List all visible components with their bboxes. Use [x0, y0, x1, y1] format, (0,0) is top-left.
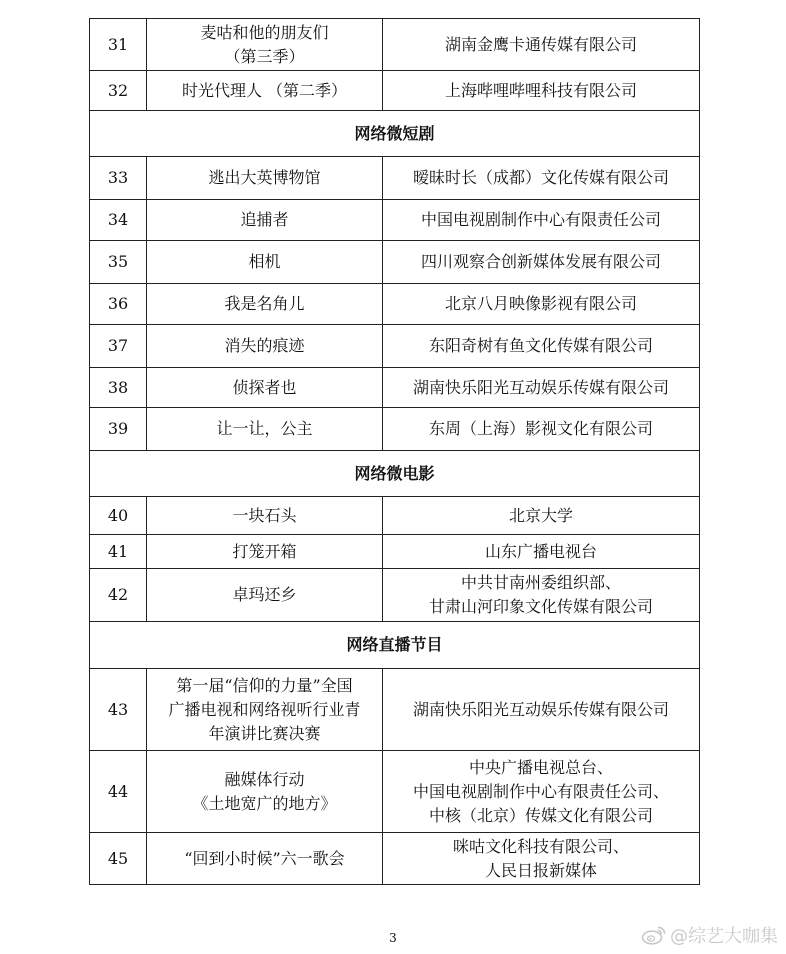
- organization-line: 湖南金鹰卡通传媒有限公司: [444, 34, 637, 54]
- table-row: [90, 368, 700, 408]
- program-title-line: 让一让，公主: [216, 419, 313, 438]
- program-title-line: 广播电视和网络视听行业青: [168, 699, 361, 719]
- program-title: [147, 241, 383, 284]
- organization: [383, 325, 700, 368]
- table-row: [90, 751, 700, 833]
- organization: [383, 535, 700, 569]
- program-title-line: 融媒体行动: [224, 769, 305, 789]
- organization: [383, 833, 700, 885]
- organization-line: 北京八月映像影视有限公司: [444, 294, 637, 313]
- row-number: 38: [90, 368, 147, 408]
- weibo-icon: [641, 925, 667, 945]
- program-title: [147, 325, 383, 368]
- program-title-line: 消失的痕迹: [224, 336, 305, 355]
- table-row: [90, 325, 700, 368]
- organization-line: 山东广播电视台: [484, 541, 597, 561]
- organization-line: 东周（上海）影视文化有限公司: [428, 419, 653, 438]
- table-row: [90, 833, 700, 885]
- section-row: [90, 111, 700, 157]
- program-title-line: 我是名角儿: [224, 294, 305, 313]
- section-heading: 网络微短剧: [90, 111, 700, 157]
- program-title: [147, 833, 383, 885]
- row-number: 36: [90, 284, 147, 325]
- row-number: 33: [90, 157, 147, 200]
- organization: [383, 241, 700, 284]
- section-row: [90, 622, 700, 669]
- program-title: [147, 535, 383, 569]
- organization-line: 湖南快乐阳光互动娱乐传媒有限公司: [412, 377, 669, 397]
- program-title: [147, 669, 383, 751]
- organization: [383, 157, 700, 200]
- organization: [383, 497, 700, 535]
- table-row: [90, 200, 700, 241]
- program-title-line: 相机: [248, 252, 281, 271]
- row-number: 31: [90, 19, 147, 71]
- row-number: 34: [90, 200, 147, 241]
- watermark-text: @综艺大咖集: [670, 926, 778, 947]
- program-title-line: 打笼开箱: [232, 541, 297, 561]
- organization-line: 咪咕文化科技有限公司、: [452, 836, 629, 856]
- row-number: 41: [90, 535, 147, 569]
- program-title-line: 年演讲比赛决赛: [208, 723, 321, 743]
- table-row: [90, 569, 700, 622]
- organization: [383, 200, 700, 241]
- page-number: 3: [389, 931, 397, 945]
- table-row: [90, 497, 700, 535]
- table-row: [90, 157, 700, 200]
- organization: [383, 19, 700, 71]
- program-title: [147, 751, 383, 833]
- row-number: 32: [90, 71, 147, 111]
- program-title: [147, 157, 383, 200]
- table-body: [90, 19, 700, 885]
- table-row: [90, 71, 700, 111]
- table-row: [90, 408, 700, 451]
- program-title-line: 《土地宽广的地方》: [192, 793, 337, 813]
- organization-line: 湖南快乐阳光互动娱乐传媒有限公司: [412, 699, 669, 719]
- row-number: 35: [90, 241, 147, 284]
- program-title-line: 麦咕和他的朋友们: [200, 22, 329, 42]
- program-title-line: （第三季）: [224, 46, 305, 66]
- organization-line: 人民日报新媒体: [484, 860, 597, 880]
- program-title: [147, 368, 383, 408]
- organization: [383, 284, 700, 325]
- organization: [383, 669, 700, 751]
- table-row: [90, 535, 700, 569]
- row-number: 45: [90, 833, 147, 885]
- program-title: [147, 284, 383, 325]
- program-title: [147, 408, 383, 451]
- row-number: 44: [90, 751, 147, 833]
- awards-table: [89, 18, 700, 885]
- organization-line: 甘肃山河印象文化传媒有限公司: [428, 597, 653, 616]
- organization: [383, 71, 700, 111]
- table-row: [90, 669, 700, 751]
- section-heading: 网络直播节目: [90, 622, 700, 669]
- program-title-line: 时光代理人 （第二季）: [181, 80, 348, 100]
- organization-line: 中共甘南州委组织部、: [460, 573, 621, 592]
- organization-line: 中核（北京）传媒文化有限公司: [428, 805, 653, 825]
- organization-line: 北京大学: [508, 505, 573, 525]
- table-row: [90, 241, 700, 284]
- program-title-line: 逃出大英博物馆: [208, 168, 321, 187]
- organization-line: 中央广播电视总台、: [468, 757, 613, 777]
- program-title-line: 侦探者也: [232, 377, 297, 397]
- program-title: [147, 497, 383, 535]
- section-heading: 网络微电影: [90, 451, 700, 497]
- table-row: [90, 284, 700, 325]
- row-number: 43: [90, 669, 147, 751]
- organization: [383, 408, 700, 451]
- organization-line: 中国电视剧制作中心有限责任公司、: [412, 781, 669, 801]
- table-row: [90, 19, 700, 71]
- row-number: 40: [90, 497, 147, 535]
- program-title-line: “回到小时候”六一歌会: [184, 848, 345, 868]
- organization-line: 四川观察合创新媒体发展有限公司: [420, 252, 661, 271]
- program-title: [147, 71, 383, 111]
- section-row: [90, 451, 700, 497]
- program-title: [147, 569, 383, 622]
- row-number: 42: [90, 569, 147, 622]
- program-title: [147, 19, 383, 71]
- row-number: 39: [90, 408, 147, 451]
- row-number: 37: [90, 325, 147, 368]
- organization: [383, 368, 700, 408]
- organization-line: 上海哔哩哔哩科技有限公司: [444, 80, 637, 100]
- watermark: [641, 923, 778, 947]
- organization-line: 暧昧时长（成都）文化传媒有限公司: [412, 168, 669, 187]
- program-title-line: 追捕者: [240, 210, 289, 229]
- program-title-line: 卓玛还乡: [232, 585, 297, 604]
- organization: [383, 751, 700, 833]
- organization-line: 东阳奇树有鱼文化传媒有限公司: [428, 336, 653, 355]
- program-title-line: 一块石头: [232, 505, 297, 525]
- program-title-line: 第一届“信仰的力量”全国: [176, 675, 353, 695]
- organization-line: 中国电视剧制作中心有限责任公司: [420, 210, 661, 229]
- organization: [383, 569, 700, 622]
- program-title: [147, 200, 383, 241]
